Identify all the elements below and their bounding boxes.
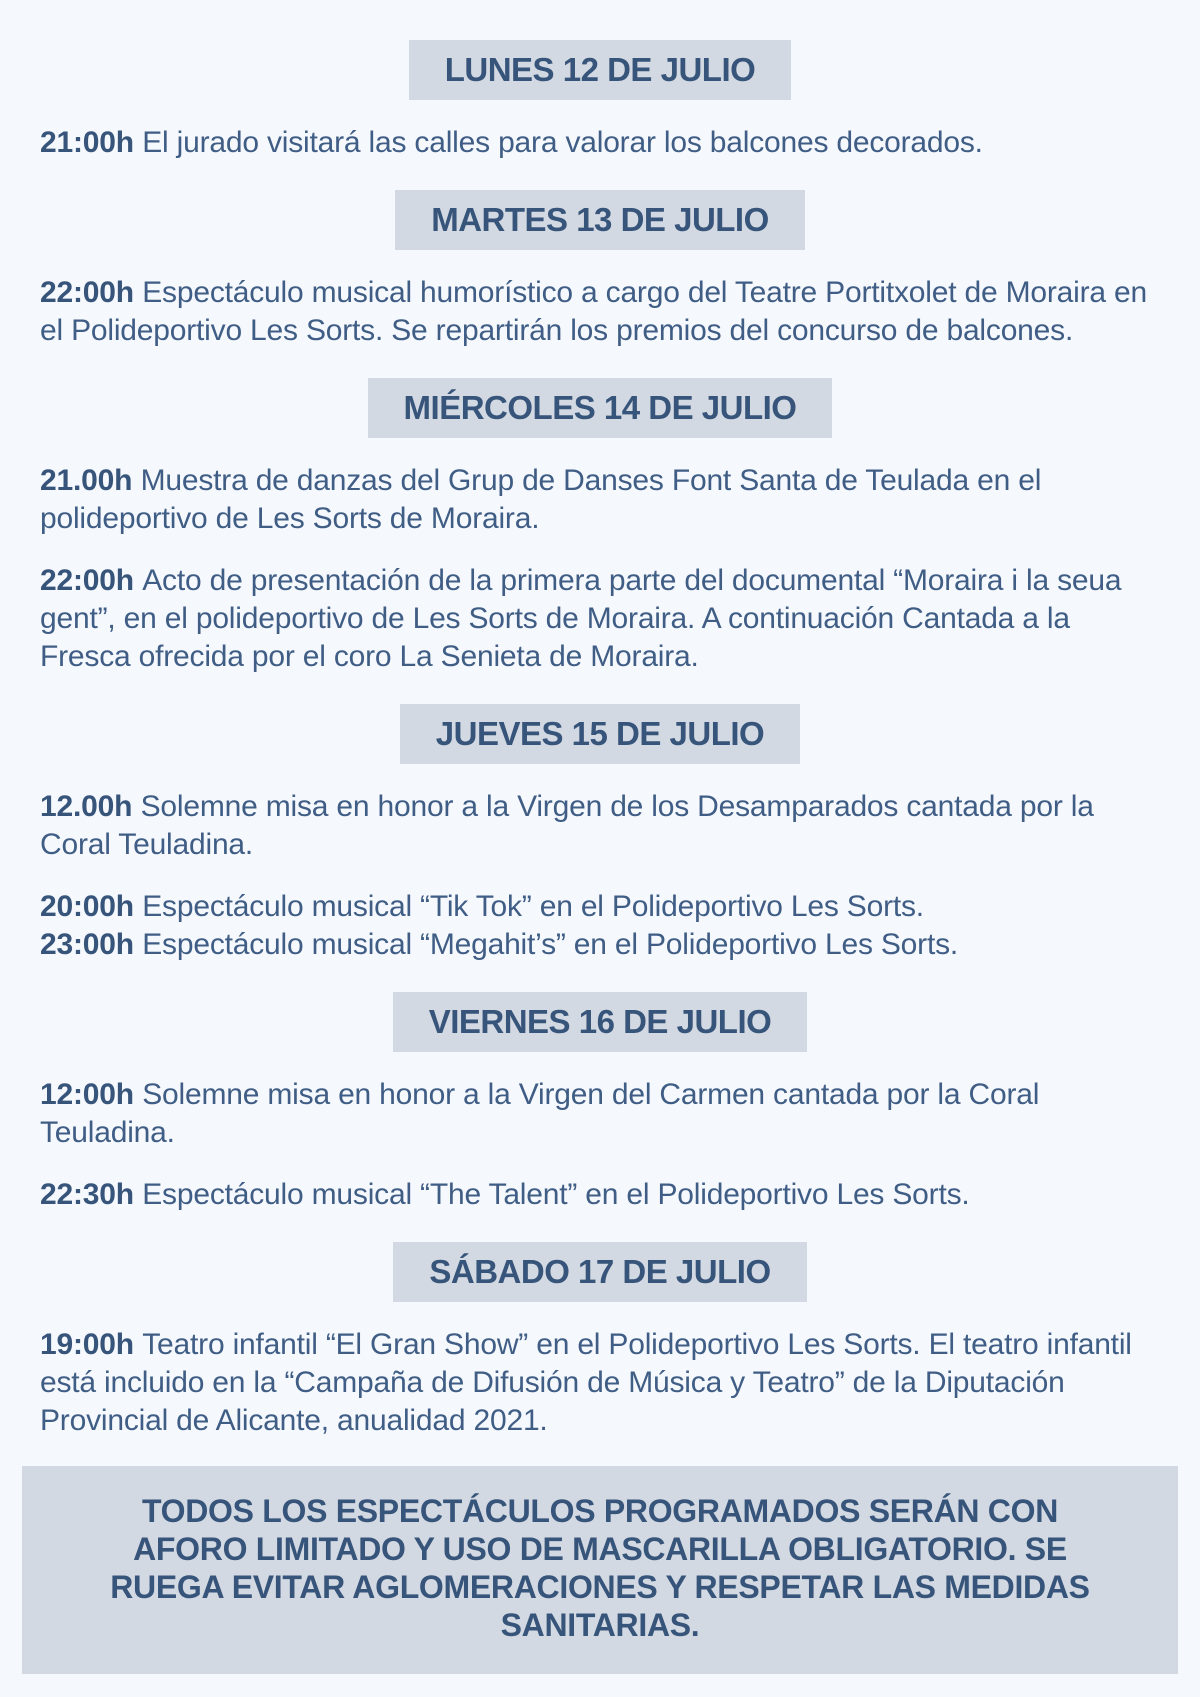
event-time: 23:00h — [40, 928, 134, 961]
event-time: 20:00h — [40, 890, 134, 923]
event — [40, 462, 1160, 538]
event-time: 22:00h — [40, 276, 134, 309]
event-text: Muestra de danzas del Grup de Danses Font Santa de Teulada en el polideportivo de Les Sorts de Moraira. — [40, 464, 1042, 535]
event-text: Espectáculo musical humorístico a cargo del Teatre Portitxolet de Moraira en el Polideportivo Les Sorts. Se repartirán los premios del concurso de balcones. — [40, 276, 1147, 347]
notice-line: AFORO LIMITADO Y USO DE MASCARILLA OBLIGATORIO. SE — [133, 1531, 1067, 1567]
event-time: 22:30h — [40, 1178, 134, 1211]
day-header-miercoles: MIÉRCOLES 14 DE JULIO — [368, 378, 833, 438]
event-time: 21:00h — [40, 126, 134, 159]
event — [40, 788, 1160, 864]
event — [40, 1326, 1160, 1440]
event — [40, 926, 1160, 964]
day-header-sabado: SÁBADO 17 DE JULIO — [393, 1242, 806, 1302]
event — [40, 124, 1160, 162]
event — [40, 888, 1160, 926]
day-header-jueves: JUEVES 15 DE JULIO — [400, 704, 800, 764]
day-section-lunes — [40, 40, 1160, 162]
day-section-viernes — [40, 992, 1160, 1214]
sanitary-notice-box — [22, 1466, 1178, 1674]
day-section-miercoles — [40, 378, 1160, 676]
event-text: Solemne misa en honor a la Virgen del Carmen cantada por la Coral Teuladina. — [40, 1078, 1040, 1149]
notice-line: RUEGA EVITAR AGLOMERACIONES Y RESPETAR LAS MEDIDAS — [110, 1569, 1090, 1605]
program-content — [0, 40, 1200, 1440]
day-header-lunes: LUNES 12 DE JULIO — [409, 40, 792, 100]
event-time: 12:00h — [40, 1078, 134, 1111]
event-text: Espectáculo musical “Megahit’s” en el Polideportivo Les Sorts. — [142, 928, 959, 961]
day-section-sabado — [40, 1242, 1160, 1440]
event-text: Solemne misa en honor a la Virgen de los Desamparados cantada por la Coral Teuladina. — [40, 790, 1094, 861]
event-time: 22:00h — [40, 564, 134, 597]
event-time: 12.00h — [40, 790, 133, 823]
event — [40, 562, 1160, 676]
event-time: 19:00h — [40, 1328, 134, 1361]
day-section-martes — [40, 190, 1160, 350]
event-text: Acto de presentación de la primera parte del documental “Moraira i la seua gent”, en el polideportivo de Les Sorts de Moraira. A continuación Cantada a la Fresca ofrecida por el coro La Senieta de Moraira. — [40, 564, 1122, 673]
notice-line: SANITARIAS. — [500, 1607, 700, 1643]
event-text: El jurado visitará las calles para valorar los balcones decorados. — [142, 126, 983, 159]
day-header-viernes: VIERNES 16 DE JULIO — [393, 992, 808, 1052]
event — [40, 1176, 1160, 1214]
event-text: Espectáculo musical “The Talent” en el Polideportivo Les Sorts. — [142, 1178, 970, 1211]
event-text: Teatro infantil “El Gran Show” en el Polideportivo Les Sorts. El teatro infantil está incluido en la “Campaña de Difusión de Música y Teatro” de la Diputación Provincial de Alicante, anualidad 2021. — [40, 1328, 1132, 1437]
day-header-martes: MARTES 13 DE JULIO — [395, 190, 805, 250]
event — [40, 1076, 1160, 1152]
day-section-jueves — [40, 704, 1160, 964]
notice-line: TODOS LOS ESPECTÁCULOS PROGRAMADOS SERÁN CON — [141, 1493, 1059, 1529]
event-text: Espectáculo musical “Tik Tok” en el Polideportivo Les Sorts. — [142, 890, 924, 923]
event — [40, 274, 1160, 350]
event-time: 21.00h — [40, 464, 133, 497]
